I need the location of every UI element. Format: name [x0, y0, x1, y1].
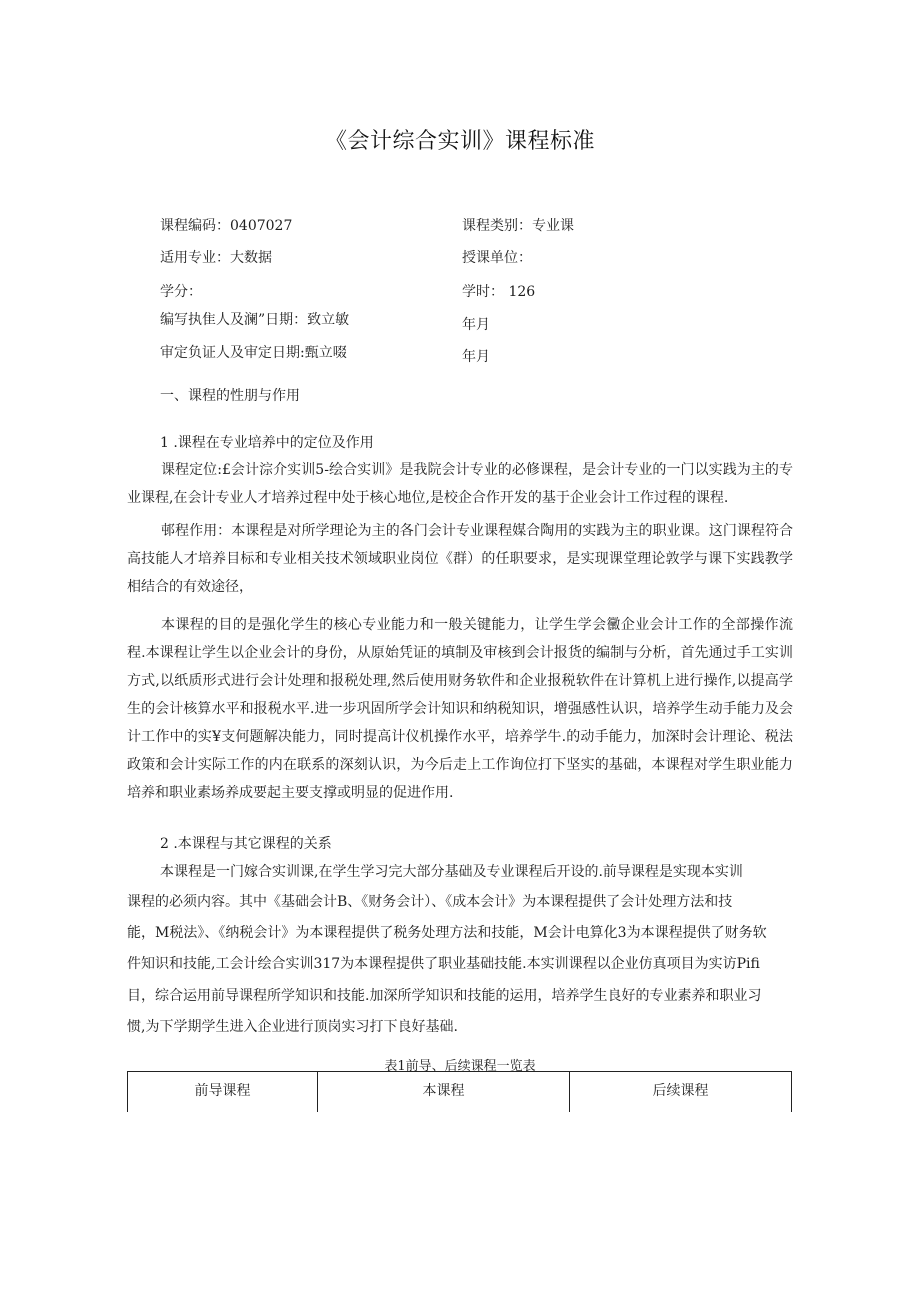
author-date: 年月	[462, 317, 490, 333]
credit: 学分：	[160, 284, 202, 300]
subsection-heading: 2 .本课程与其它课程的关系	[160, 836, 332, 852]
author-line: 编写执隹人及澜”日期：致立敏	[160, 312, 350, 328]
table-cell	[318, 1108, 570, 1112]
paragraph-course-objective: 本课程的目的是强化学生的核心专业能力和一般关键能力，让学生学会黴企业会计工作的全部操作流程.本课程让学生以企业会计的身份，从原始凭证的填制及审核到会计报货的编制与分析，首先通过手工实训方式,以纸质形式进行会计处理和报税处理,然后使用财务软件和企业报税软件在计算机上进行操作,以提高学生的会计核算水平和报税水平.进一步巩固所学会计知识和纳税知识，增强感性认识，培养学生动手能力及会计工作中的实¥支何题解决能力，同时提高计仪机操作水平，培养学牛.的动手能力，加深时会计理论、税法政策和会计实际工作的内在联系的深刻认识，为今后走上工作询位打下坚实的基础，本课程对学生职业能力培养和职业素场养成要起主要支撑或明显的促进作用.	[127, 617, 793, 801]
paragraph-course-positioning: 课程定位:£会计淙介实训5-绘合实训》是我院会计专业的必修课程，是会计专业的一门以实践为主的专业课程,在会计专业人才培养过程中处于核心地位,是校企合作开发的基于企业会计工作过程的课程.	[127, 462, 793, 506]
reviewer-line: 审定负证人及审定日期:甄立啜	[160, 345, 347, 361]
paragraph-line: 本课程是一门嫁合实训课,在学生学习完大部分基础及专业课程后开设的.前导课程是实现本实训	[160, 864, 743, 880]
course-category: 课程类别：专业课	[462, 218, 574, 234]
table-header-row	[128, 1072, 792, 1109]
section-heading: 一、课程的性朋与作用	[160, 388, 300, 404]
page-title: 《会计综合实训》课程标准	[324, 129, 595, 154]
table-header-cell: 后续课程	[570, 1072, 792, 1109]
table-header-cell: 前导课程	[128, 1072, 318, 1109]
paragraph-line: 件知识和技能,工会计绘合实训317为本课程提供了职业基础技能.本实训课程以企业仿真项目为实访Pifi	[127, 956, 760, 972]
reviewer-date: 年月	[462, 349, 490, 365]
subsection-heading: 1 .课程在专业培养中的定位及作用	[160, 435, 374, 451]
applicable-major: 适用专业：大数据	[160, 250, 272, 266]
paragraph-line: 课程的必须内容。其中《基础会计B、《财务会计）、《成本会计》为本课程提供了会计处理方法和技	[127, 894, 733, 910]
teaching-unit: 授课单位：	[462, 250, 532, 266]
course-relation-table	[127, 1071, 792, 1112]
table-header-cell: 本课程	[318, 1072, 570, 1109]
paragraph-line: 惯,为下学期学生进入企业进行顶岗实习打下良好基础.	[127, 1019, 458, 1035]
paragraph-course-role: 邨程作用：本课程是对所学理论为主的各门会计专业课程媒合陶用的实践为主的职业课。这门课程符合高技能人才培养目标和专业相关技术领域职业岗位《群）的任职要求，是实现课堂理论敦学与课下实践教学相结合的有效途径，	[127, 523, 793, 595]
table-cell	[128, 1108, 318, 1112]
course-code: 课程编码：0407027	[160, 218, 293, 234]
class-hours: 学时： 126	[462, 284, 536, 300]
table-cell	[570, 1108, 792, 1112]
paragraph-line: 能，M税法》、《纳税会计》为本课程提供了税务处理方法和技能，M会计电算化3为本课程提供了财务软	[127, 925, 767, 941]
table-row	[128, 1108, 792, 1112]
paragraph-line: 目，综合运用前导课程所学知识和技能.加深所学知识和技能的运用，培养学生良好的专业素养和职业习	[127, 988, 762, 1004]
table-caption: 表1前导、后续课程一览表	[384, 1059, 536, 1074]
